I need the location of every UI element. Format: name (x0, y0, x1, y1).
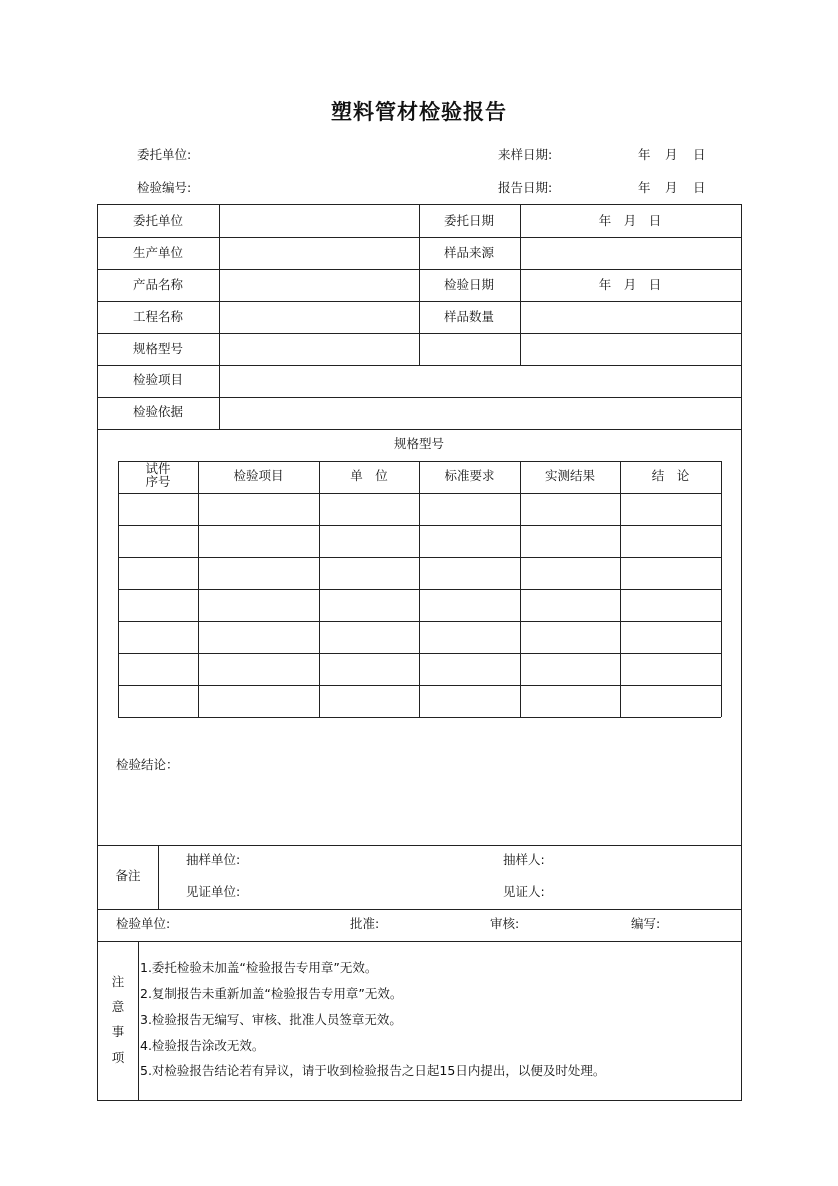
results-section-title: 规格型号 (393, 436, 445, 451)
remarks-label: 备注 (115, 868, 141, 883)
report-no-label: 检验编号: (137, 180, 192, 195)
row-divider (97, 429, 742, 430)
table-cell[interactable] (420, 526, 520, 557)
table-cell[interactable] (420, 494, 520, 525)
column-header: 结 论 (651, 468, 690, 483)
client-label: 委托单位: (137, 147, 192, 162)
table-cell[interactable] (320, 686, 419, 717)
table-cell[interactable] (621, 622, 721, 653)
table-cell[interactable] (621, 558, 721, 589)
field-value[interactable] (220, 334, 418, 365)
column-divider (721, 461, 722, 717)
table-cell[interactable] (420, 622, 520, 653)
conclusion-label: 检验结论： (116, 757, 179, 772)
column-header: 单 位 (350, 468, 388, 483)
table-cell[interactable] (420, 654, 520, 685)
column-divider (520, 205, 521, 365)
field-label: 委托日期 (443, 213, 495, 228)
note-item: 3.检验报告无编写、审核、批准人员签章无效。 (140, 1012, 402, 1027)
column-header: 标准要求 (444, 468, 495, 483)
table-cell[interactable] (521, 622, 620, 653)
sampler-label: 抽样人: (503, 852, 545, 867)
table-cell[interactable] (320, 622, 419, 653)
table-cell[interactable] (199, 590, 319, 621)
table-cell[interactable] (621, 526, 721, 557)
witness-unit-label: 见证单位: (186, 884, 241, 899)
witness-label: 见证人: (503, 884, 545, 899)
notes-label-char: 项 (111, 1050, 125, 1065)
approve-label: 批准: (350, 916, 380, 931)
table-cell[interactable] (521, 686, 620, 717)
table-cell[interactable] (521, 526, 620, 557)
inspection-basis-label: 检验依据 (132, 404, 184, 419)
sample-date-day: 日 (693, 147, 706, 162)
table-cell[interactable] (521, 590, 620, 621)
field-label: 委托单位 (132, 213, 184, 228)
table-cell[interactable] (521, 558, 620, 589)
field-label: 工程名称 (132, 309, 184, 324)
notes-label-char: 意 (111, 999, 125, 1014)
note-item: 4.检验报告涂改无效。 (140, 1038, 265, 1053)
review-label: 审核: (490, 916, 520, 931)
field-label: 样品来源 (443, 245, 495, 260)
column-header: 实测结果 (544, 468, 596, 483)
row-divider (97, 397, 742, 398)
table-cell[interactable] (199, 558, 319, 589)
table-cell[interactable] (119, 526, 198, 557)
field-label: 产品名称 (132, 277, 184, 292)
report-date-label: 报告日期: (498, 180, 553, 195)
table-cell[interactable] (621, 654, 721, 685)
divider (138, 941, 139, 1101)
table-cell[interactable] (320, 526, 419, 557)
table-cell[interactable] (119, 622, 198, 653)
note-item: 1.委托检验未加盖“检验报告专用章”无效。 (140, 960, 378, 975)
table-cell[interactable] (119, 590, 198, 621)
note-item: 2.复制报告未重新加盖“检验报告专用章”无效。 (140, 986, 403, 1001)
column-header: 检验项目 (233, 468, 284, 483)
sampling-unit-label: 抽样单位: (186, 852, 241, 867)
table-cell[interactable] (621, 494, 721, 525)
report-date-day: 日 (693, 180, 706, 195)
field-value[interactable] (220, 270, 418, 301)
table-cell[interactable] (621, 590, 721, 621)
table-cell[interactable] (521, 494, 620, 525)
divider (97, 845, 742, 846)
inspection-unit-label: 检验单位: (116, 916, 171, 931)
column-divider (419, 205, 420, 365)
notes-label-char: 注 (111, 974, 125, 989)
sample-date-label: 来样日期: (498, 147, 553, 162)
column-header: 试件 序号 (145, 461, 171, 489)
sample-date-month: 月 (665, 147, 678, 162)
table-cell[interactable] (521, 654, 620, 685)
table-cell[interactable] (119, 558, 198, 589)
table-cell[interactable] (420, 686, 520, 717)
notes-label-char: 事 (111, 1024, 125, 1039)
table-cell[interactable] (199, 622, 319, 653)
date-value: 年 月 日 (598, 213, 662, 228)
table-cell[interactable] (320, 590, 419, 621)
field-label: 检验日期 (443, 277, 495, 292)
divider (97, 941, 742, 942)
date-value: 年 月 日 (598, 277, 662, 292)
table-cell[interactable] (420, 590, 520, 621)
field-label: 规格型号 (132, 341, 184, 356)
table-cell[interactable] (199, 526, 319, 557)
table-cell[interactable] (199, 686, 319, 717)
field-value[interactable] (220, 206, 418, 237)
report-title: 塑料管材检验报告 (331, 100, 507, 124)
table-cell[interactable] (199, 494, 319, 525)
report-date-year: 年 (638, 180, 651, 195)
table-cell[interactable] (119, 494, 198, 525)
sample-date-year: 年 (638, 147, 651, 162)
field-label: 样品数量 (443, 309, 495, 324)
field-value[interactable] (220, 302, 418, 333)
divider (97, 909, 742, 910)
divider (158, 845, 159, 909)
row-divider (97, 365, 742, 366)
field-value[interactable] (220, 238, 418, 269)
inspection-items-label: 检验项目 (132, 372, 184, 387)
table-cell[interactable] (119, 654, 198, 685)
table-cell[interactable] (119, 686, 198, 717)
report-date-month: 月 (665, 180, 678, 195)
row-divider (118, 717, 721, 718)
table-cell[interactable] (199, 654, 319, 685)
field-label: 生产单位 (132, 245, 184, 260)
table-cell[interactable] (420, 558, 520, 589)
table-cell[interactable] (621, 686, 721, 717)
table-cell[interactable] (320, 494, 419, 525)
table-cell[interactable] (320, 558, 419, 589)
prepare-label: 编写: (631, 916, 661, 931)
note-item: 5.对检验报告结论若有异议，请于收到检验报告之日起15日内提出，以便及时处理。 (140, 1063, 606, 1078)
table-cell[interactable] (320, 654, 419, 685)
